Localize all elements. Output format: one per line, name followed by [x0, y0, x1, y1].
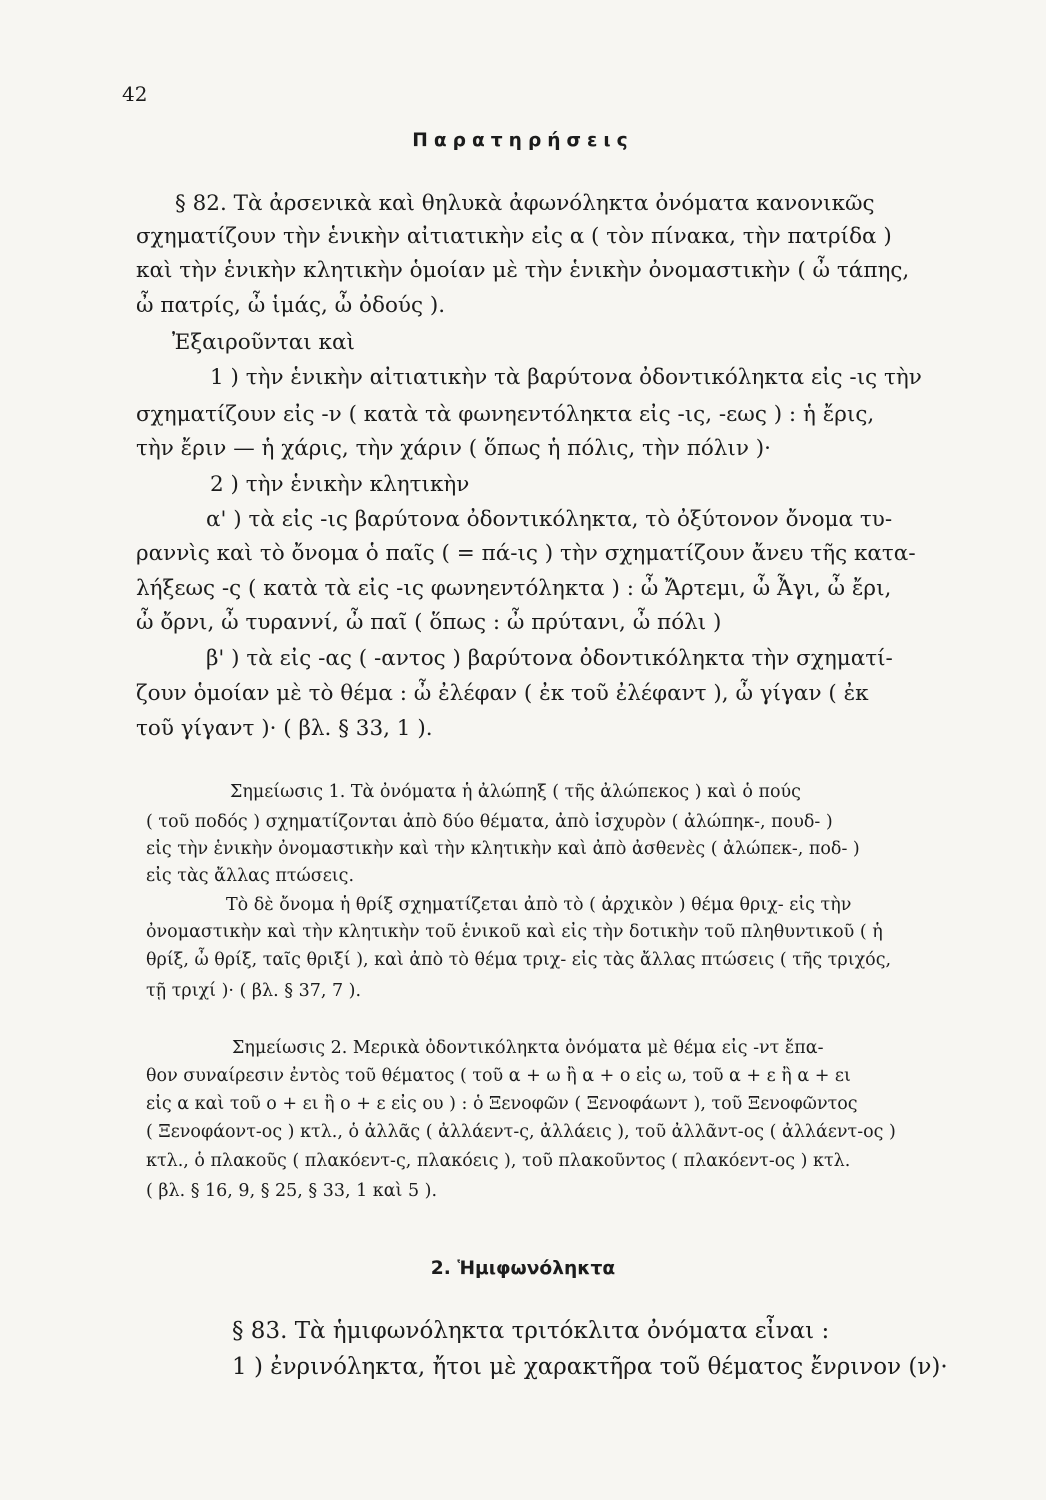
page-number: 42 — [122, 82, 148, 106]
note-line: θον συναίρεσιν ἐντὸς τοῦ θέματος ( τοῦ α + ω ἢ α + ο εἰς ω, τοῦ α + ε ἢ α + ει — [146, 1066, 851, 1086]
note-line: ( Ξενοφάοντ-ος ) κτλ., ὁ ἀλλᾶς ( ἀλλάεντ-ς, ἀλλάεις ), τοῦ ἀλλᾶντ-ος ( ἀλλάεντ-ος ) — [146, 1122, 896, 1142]
text-line: 1 ) ἐνρινόληκτα, ἤτοι μὲ χαρακτῆρα τοῦ θέματος ἔνρινον (ν)· — [232, 1354, 948, 1380]
text-line: § 82. Τὰ ἀρσενικὰ καὶ θηλυκὰ ἀφωνόληκτα ὀνόματα κανονικῶς — [175, 191, 875, 216]
text-line: Ἐξαιροῦνται καὶ — [172, 330, 355, 355]
note-line: εἰς τὴν ἑνικὴν ὀνομαστικὴν καὶ τὴν κλητικὴν καὶ ἀπὸ ἀσθενὲς ( ἀλώπεκ-, ποδ- ) — [146, 839, 860, 859]
note-line: ( τοῦ ποδός ) σχηματίζονται ἀπὸ δύο θέματα, ἀπὸ ἰσχυρὸν ( ἀλώπηκ-, πουδ- ) — [146, 812, 833, 832]
note-line: θρίξ, ὦ θρίξ, ταῖς θριξί ), καὶ ἀπὸ τὸ θέμα τριχ- εἰς τὰς ἄλλας πτώσεις ( τῆς τριχός, — [146, 950, 892, 970]
text-line: ὦ ὄρνι, ὦ τυραννί, ὦ παῖ ( ὅπως : ὦ πρύτανι, ὦ πόλι ) — [136, 610, 722, 635]
note-line: ὀνομαστικὴν καὶ τὴν κλητικὴν τοῦ ἑνικοῦ καὶ εἰς τὴν δοτικὴν τοῦ πληθυντικοῦ ( ἡ — [146, 922, 883, 942]
note-line: κτλ., ὁ πλακοῦς ( πλακόεντ-ς, πλακόεις ), τοῦ πλακοῦντος ( πλακόεντ-ος ) κτλ. — [146, 1151, 851, 1171]
text-line: ραννὶς καὶ τὸ ὄνομα ὁ παῖς ( = πά-ις ) τὴν σχηματίζουν ἄνευ τῆς κατα- — [136, 541, 916, 566]
text-line: σχηματίζουν εἰς -ν ( κατὰ τὰ φωνηεντόληκτα εἰς -ις, -εως ) : ἡ ἔρις, — [136, 402, 875, 427]
text-line: καὶ τὴν ἑνικὴν κλητικὴν ὁμοίαν μὲ τὴν ἑνικὴν ὀνομαστικὴν ( ὦ τάπης, — [136, 258, 910, 283]
text-line: 2 ) τὴν ἑνικὴν κλητικὴν — [210, 472, 470, 497]
text-line: ζουν ὁμοίαν μὲ τὸ θέμα : ὦ ἐλέφαν ( ἐκ τοῦ ἐλέφαντ ), ὦ γίγαν ( ἐκ — [136, 681, 869, 706]
note-line: Σημείωσις 2. Μερικὰ ὀδοντικόληκτα ὀνόματα μὲ θέμα εἰς -ντ ἔπα- — [232, 1038, 824, 1058]
text-line: σχηματίζουν τὴν ἑνικὴν αἰτιατικὴν εἰς α ( τὸν πίνακα, τὴν πατρίδα ) — [136, 224, 892, 249]
text-line: λήξεως -ς ( κατὰ τὰ εἰς -ις φωνηεντόληκτα ) : ὦ Ἄρτεμι, ὦ Ἆγι, ὦ ἔρι, — [136, 576, 892, 601]
subsection-heading: 2. Ἡμιφωνόληκτα — [430, 1258, 616, 1279]
text-line: ὦ πατρίς, ὦ ἱμάς, ὦ ὀδούς ). — [136, 293, 446, 318]
note-line: εἰς τὰς ἄλλας πτώσεις. — [146, 866, 355, 886]
text-line: τὴν ἔριν — ἡ χάρις, τὴν χάριν ( ὅπως ἡ πόλις, τὴν πόλιν )· — [136, 436, 771, 461]
note-line: τῇ τριχί )· ( βλ. § 37, 7 ). — [146, 981, 362, 1001]
text-line: § 83. Τὰ ἡμιφωνόληκτα τριτόκλιτα ὀνόματα εἶναι : — [232, 1318, 830, 1344]
text-line: β' ) τὰ εἰς -ας ( -αντος ) βαρύτονα ὀδοντικόληκτα τὴν σχηματί- — [206, 646, 893, 671]
text-line: α' ) τὰ εἰς -ις βαρύτονα ὀδοντικόληκτα, τὸ ὀξύτονον ὄνομα τυ- — [206, 507, 893, 532]
note-line: Τὸ δὲ ὄνομα ἡ θρίξ σχηματίζεται ἀπὸ τὸ ( ἀρχικὸν ) θέμα θριχ- εἰς τὴν — [226, 895, 852, 915]
note-line: εἰς α καὶ τοῦ ο + ει ἢ ο + ε εἰς ου ) : ὁ Ξενοφῶν ( Ξενοφάωντ ), τοῦ Ξενοφῶντος — [146, 1094, 858, 1114]
note-line: Σημείωσις 1. Τὰ ὀνόματα ἡ ἀλώπηξ ( τῆς ἀλώπεκος ) καὶ ὁ πούς — [230, 782, 801, 802]
text-line: 1 ) τὴν ἑνικὴν αἰτιατικὴν τὰ βαρύτονα ὀδοντικόληκτα εἰς -ις τὴν — [210, 365, 922, 390]
text-line: τοῦ γίγαντ )· ( βλ. § 33, 1 ). — [136, 716, 433, 741]
section-heading: Παρατηρήσεις — [412, 130, 634, 151]
note-line: ( βλ. § 16, 9, § 25, § 33, 1 καὶ 5 ). — [146, 1181, 438, 1201]
